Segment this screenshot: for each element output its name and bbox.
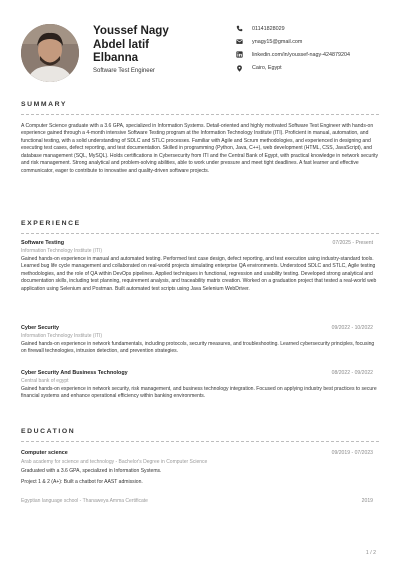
experience-date: 07/2025 - Present xyxy=(332,240,373,246)
education-title: Computer science xyxy=(21,450,68,456)
section-divider xyxy=(21,441,379,442)
experience-description: Gained hands-on experience in network security, risk management, and business technology integration. Focused on applying industry best practices to secure financial systems and enhance operational efficiency within banking environments. xyxy=(21,386,377,400)
experience-org: Information Technology Institute (ITI) xyxy=(21,333,103,339)
section-divider xyxy=(21,233,379,234)
education-date: 09/2019 - 07/2023 xyxy=(331,450,373,456)
contact-text: Cairo, Egypt xyxy=(252,65,282,72)
experience-org: Central bank of egypt xyxy=(21,378,69,384)
contact-location xyxy=(236,62,396,75)
name-line: Elbanna xyxy=(93,51,139,64)
job-title: Software Test Engineer xyxy=(93,68,155,74)
contact-text: linkedin.com/in/youssef-nagy-424879204 xyxy=(252,51,350,58)
contact-list xyxy=(236,22,396,75)
name-line: Youssef Nagy xyxy=(93,24,169,37)
education-date: 2019 xyxy=(361,498,373,504)
experience-description: Gained hands-on experience in network fundamentals, including protocols, security measures, and troubleshooting. Learned cybersecurity principles, focusing on firewall technologies, intrusion detection, and prevention strategies. xyxy=(21,341,375,355)
contact-email[interactable] xyxy=(236,35,396,48)
section-heading-experience: EXPERIENCE xyxy=(21,220,81,227)
education-detail: Project 1 & 2 (A+): Built a chatbot for AAST admission. xyxy=(21,479,143,485)
page-number: 1 / 2 xyxy=(365,550,376,556)
experience-title: Cyber Security And Business Technology xyxy=(21,370,128,376)
education-org: Egyptian language school - Thanaweya Amma Certificate xyxy=(21,498,148,504)
name-line: Abdel latif xyxy=(93,37,150,51)
experience-org: Information Technology Institute (ITI) xyxy=(21,248,103,254)
experience-date: 08/2022 - 09/2022 xyxy=(331,370,373,376)
section-heading-summary: SUMMARY xyxy=(21,101,68,108)
avatar xyxy=(21,24,79,82)
candidate-name xyxy=(93,24,218,65)
location-icon xyxy=(236,65,243,72)
contact-text: 01141828029 xyxy=(252,25,285,32)
phone-icon xyxy=(236,25,243,32)
summary-text: A Computer Science graduate with a 3.6 GPA, specialized in Information Systems. Detail-oriented and highly motivated Software Test Engineer with hands-on experience gained through a 4-month intensive Software Testing program at the Information Technology Institute (ITI). Proficient in manual, automation, and functional testing, with a solid understanding of SDLC and STLC processes. Familiar with Agile and Scrum methodologies, and experienced in designing and executing test cases, defect reporting, and test documentation. Skilled in programming (Python, Java, C++), web development (HTML, CSS, JavaScript), and database management (SQL, MySQL). Holds certifications in Cybersecurity from ITI and the Central Bank of Egypt, with practical knowledge in network security and risk management. Strong analytical and problem-solving abilities, able to work under pressure and meet tight deadlines. A fast learner and effective communicator, eager to contribute to innovative and quality-driven software projects. xyxy=(21,123,379,174)
contact-linkedin[interactable] xyxy=(236,48,396,61)
section-divider xyxy=(21,114,379,115)
experience-title: Software Testing xyxy=(21,240,65,246)
education-org: Arab academy for science and technology - Bachelor's Degree in Computer Science xyxy=(21,459,208,465)
section-heading-education: EDUCATION xyxy=(21,428,76,435)
experience-description: Gained hands-on experience in manual and automated testing. Performed test case design, defect reporting, and test execution using industry-standard tools. Learned bug life cycle management and collaborated on real-world projects simulating enterprise QA environments. Understood SDLC and STLC, Agile testing methodologies, and the role of QA within DevOps pipelines. Applied techniques in functional, regression and usability testing. Developed strong analytical and documentation skills, including test planning, requirement analysis, and traceability matrix creation. Worked on a graduation project that tested a real-world web application using Selenium and Postman. Built automated test scripts using Java Selenium WebDriver. xyxy=(21,256,377,292)
education-detail: Graduated with a 3.6 GPA, specialized in Information Systems. xyxy=(21,468,162,474)
linkedin-icon xyxy=(236,51,243,58)
contact-text: ynagy15@gmail.com xyxy=(252,38,303,45)
experience-date: 09/2022 - 10/2022 xyxy=(331,325,373,331)
email-icon xyxy=(236,38,243,45)
experience-title: Cyber Security xyxy=(21,325,60,331)
contact-phone[interactable] xyxy=(236,22,396,35)
